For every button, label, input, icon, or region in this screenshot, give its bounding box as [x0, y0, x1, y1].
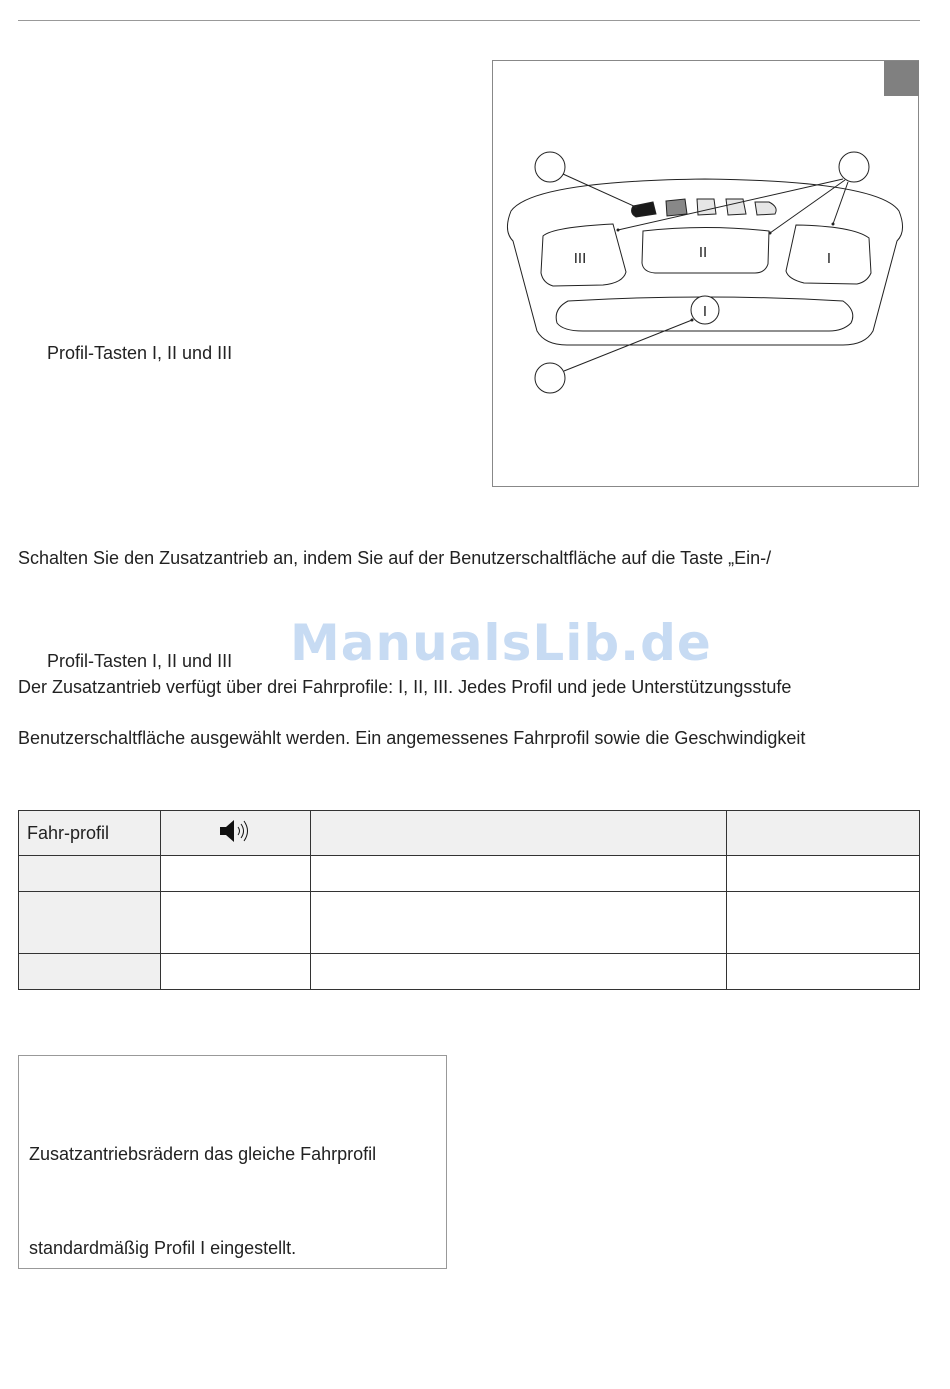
row2-sound: [160, 892, 310, 954]
row2-col4: [727, 892, 920, 954]
row1-profile: [19, 856, 161, 892]
battery-led-2: [666, 199, 687, 216]
table-row: [19, 856, 920, 892]
label-iii: III: [573, 250, 587, 267]
row2-profile: [19, 892, 161, 954]
top-divider: [18, 20, 920, 21]
section-heading-profile-buttons: Profil-Tasten I, II und III: [47, 651, 233, 671]
leader-dot-led: [635, 206, 638, 209]
speaker-icon: [218, 818, 252, 844]
callout-circle-2: [839, 152, 869, 182]
row3-col3: [310, 954, 726, 990]
row2-col3: [310, 892, 726, 954]
header-profile: Fahr-profil: [19, 811, 161, 856]
callout-circle-3: [535, 363, 565, 393]
profile-table: [18, 810, 920, 990]
watermark: ManualsLib.de: [290, 614, 712, 672]
table-header-row: [19, 811, 920, 856]
section-label-profile-buttons: Profil-Tasten I, II und III: [47, 343, 233, 363]
battery-led-3: [697, 199, 716, 215]
row3-profile: [19, 954, 161, 990]
header-sound: [160, 811, 310, 856]
leader-dot-power: [691, 319, 694, 322]
row3-col4: [727, 954, 920, 990]
control-panel-illustration: [493, 61, 919, 487]
paragraph-power-on: Schalten Sie den Zusatzantrieb an, indem Sie auf der Benutzerschaltfläche auf die Taste „Ein-/: [18, 548, 772, 568]
row1-col3: [310, 856, 726, 892]
leader-dot-i: [832, 223, 835, 226]
label-i: I: [826, 250, 832, 267]
paragraph-profiles-line2: Benutzerschaltfläche ausgewählt werden. Ein angemessenes Fahrprofil sowie die Geschwindigkeit: [18, 728, 806, 748]
label-power: I: [702, 303, 708, 320]
table-row: [19, 954, 920, 990]
battery-led-1: [632, 202, 656, 217]
paragraph-profiles-line1: Der Zusatzantrieb verfügt über drei Fahrprofile: I, II, III. Jedes Profil und jede Unterstützungsstufe: [18, 677, 792, 697]
leader-dot-iii: [617, 229, 620, 232]
table-row: [19, 892, 920, 954]
note-line-1: Zusatzantriebsrädern das gleiche Fahrprofil: [29, 1144, 377, 1164]
leader-dot-ii: [769, 232, 772, 235]
battery-led-5: [755, 202, 776, 215]
row1-col4: [727, 856, 920, 892]
header-col4: [727, 811, 920, 856]
note-line-2: standardmäßig Profil I eingestellt.: [29, 1238, 297, 1258]
label-ii: II: [698, 244, 708, 261]
leader-line-led: [563, 174, 636, 207]
header-col3: [310, 811, 726, 856]
row3-sound: [160, 954, 310, 990]
callout-circle-1: [535, 152, 565, 182]
row1-sound: [160, 856, 310, 892]
